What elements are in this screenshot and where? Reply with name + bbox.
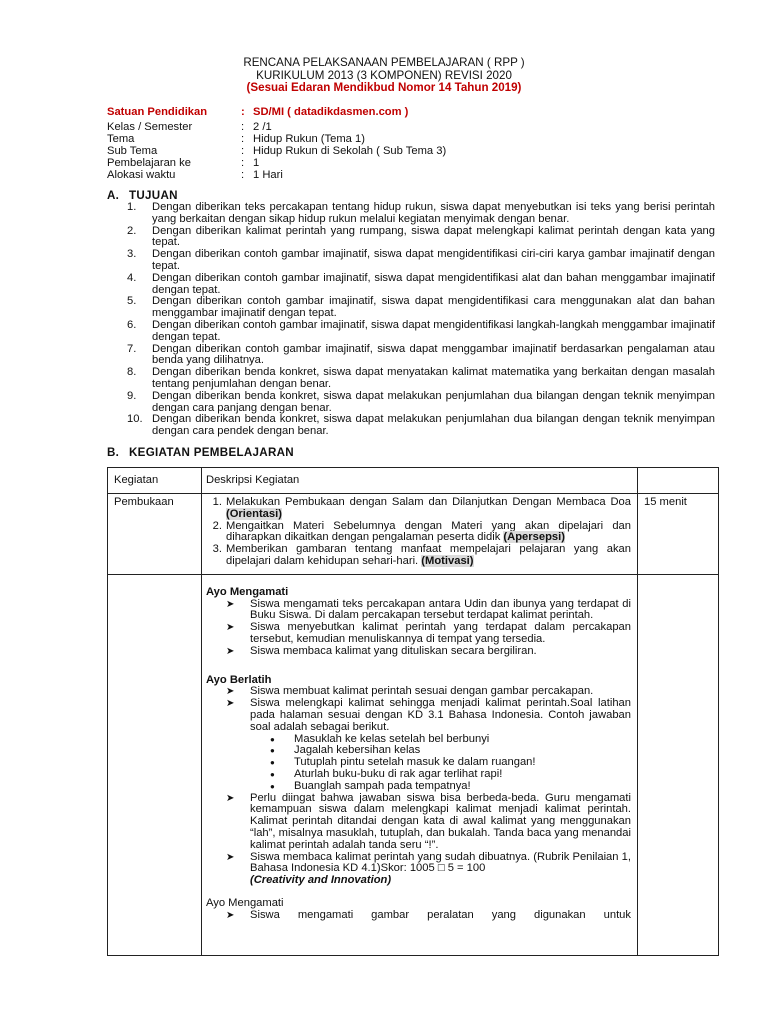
- tag-motivasi: (Motivasi): [421, 554, 474, 567]
- pembukaan-step: 3. Memberikan gambaran tentang manfaat mempelajari pelajaran yang akan dipelajari dalam kehidupan sehari-hari. (Motivasi): [212, 543, 631, 567]
- tag-orientasi: (Orientasi): [226, 507, 282, 520]
- berlatih-item: ➤ Perlu diingat bahwa jawaban siswa bisa berbeda-beda. Guru mengamati kemampuan siswa dalam melengkapi kalimat menjadi kalimat perintah. Kalimat perintah ditandai dengan kata di awal kalimat yang menggunakan “lah”, misalnya masuklah, tutuplah, dan bukalah. Tanda baca yang menandai kalimat perintah adalah tanda seru “!”.: [226, 791, 631, 851]
- example-item: ● Aturlah buku-buku di rak agar terlihat rapi!: [270, 767, 503, 780]
- section-b-heading: B. KEGIATAN PEMBELAJARAN: [107, 446, 294, 459]
- mengamati-item: ➤ Siswa membaca kalimat yang dituliskan secara bergiliran.: [226, 644, 537, 657]
- ayo-berlatih-title: Ayo Berlatih: [206, 673, 272, 686]
- goal-item: 10. Dengan diberikan benda konkret, siswa dapat melakukan penjumlahan dua bilangan dengan teknik menyimpan dengan cara pendek dengan benar.: [127, 413, 715, 438]
- pembukaan-label: Pembukaan: [108, 494, 202, 574]
- goal-item: 5. Dengan diberikan contoh gambar imajinatif, siswa dapat mengidentifikasi cara menggunakan alat dan bahan menggambar imajinatif dengan tepat.: [127, 295, 715, 320]
- row-pembukaan: [108, 494, 718, 575]
- arrow-bullet-icon: ➤: [226, 698, 235, 710]
- pembukaan-description: [202, 494, 638, 574]
- mengamati-item: ➤ Siswa mengamati teks percakapan antara Udin dan ibunya yang terdapat di Buku Siswa. Di dalam percakapan tersebut terdapat kalimat perintah.: [226, 597, 631, 622]
- pembukaan-time: 15 menit: [644, 496, 687, 508]
- inti-time-cell: [638, 575, 718, 955]
- header-waktu: [638, 468, 718, 493]
- tag-apersepsi: (Apersepsi): [503, 531, 565, 544]
- arrow-bullet-icon: ➤: [226, 909, 235, 921]
- ayo-mengamati-title: Ayo Mengamati: [206, 585, 289, 598]
- arrow-bullet-icon: ➤: [226, 622, 235, 634]
- example-item: ● Buanglah sampah pada tempatnya!: [270, 779, 471, 792]
- header-deskripsi: Deskripsi Kegiatan: [202, 468, 638, 493]
- mengamati-item: ➤ Siswa menyebutkan kalimat perintah yang terdapat dalam percakapan tersebut, kemudian menuliskannya di tempat yang tersedia.: [226, 621, 631, 645]
- inti-description: [202, 575, 638, 955]
- berlatih-item: ➤ Siswa membaca kalimat perintah yang sudah dibuatnya. (Rubrik Penilaian 1, Bahasa Indonesia KD 4.1)Skor: 1005 □ 5 = 100 (Creativity and Innovation): [226, 850, 631, 887]
- goal-item: 4. Dengan diberikan contoh gambar imajinatif, siswa dapat mengidentifikasi alat dan bahan menggambar imajinatif dengan tepat.: [127, 271, 715, 296]
- inti-label-cell: [108, 575, 202, 955]
- dot-bullet-icon: ●: [270, 769, 275, 779]
- table-header-row: [108, 468, 718, 494]
- dot-bullet-icon: ●: [270, 746, 275, 756]
- header-kegiatan: Kegiatan: [108, 468, 202, 493]
- arrow-bullet-icon: ➤: [226, 598, 235, 610]
- pembukaan-steps: [206, 497, 631, 568]
- creativity-note: (Creativity and Innovation): [250, 874, 392, 887]
- row-inti: [108, 575, 718, 955]
- dot-bullet-icon: ●: [270, 758, 275, 768]
- activities-table: [107, 467, 719, 956]
- section-a-heading: A. TUJUAN: [107, 189, 178, 202]
- goals-list: [127, 202, 715, 438]
- dot-bullet-icon: ●: [270, 781, 275, 791]
- info-row-subtema: Sub Tema : Hidup Rukun di Sekolah ( Sub Tema 3): [107, 145, 446, 157]
- info-row-pembelajaran: Pembelajaran ke : 1: [107, 157, 446, 169]
- doc-title: RENCANA PELAKSANAAN PEMBELAJARAN ( RPP ): [243, 56, 525, 69]
- goal-item: 1. Dengan diberikan teks percakapan tentang hidup rukun, siswa dapat menyebutkan isi teks yang berisi perintah yang berkaitan dengan sikap hidup rukun melalui kegiatan menyimak dengan benar.: [127, 201, 715, 225]
- ayo-mengamati2-title: Ayo Mengamati: [206, 896, 284, 909]
- pembukaan-step: 1. Melakukan Pembukaan dengan Salam dan Dilanjutkan Dengan Membaca Doa (Orientasi): [212, 496, 631, 520]
- info-row-satuan: Satuan Pendidikan : SD/MI ( datadikdasmen.com ): [107, 106, 446, 121]
- arrow-bullet-icon: ➤: [226, 851, 235, 863]
- goal-item: 7. Dengan diberikan contoh gambar imajinatif, siswa dapat menggambar imajinatif berdasarkan pengalaman atau benda yang dilihatnya.: [127, 342, 715, 367]
- goal-item: 2. Dengan diberikan kalimat perintah yang rumpang, siswa dapat melengkapi kalimat perintah dengan kata yang tepat.: [127, 224, 715, 249]
- goal-item: 6. Dengan diberikan contoh gambar imajinatif, siswa dapat mengidentifikasi langkah-langkah menggambar imajinatif dengan tepat.: [127, 318, 715, 343]
- example-item: ● Tutuplah pintu setelah masuk ke dalam ruangan!: [270, 756, 536, 769]
- berlatih-item: ➤ Siswa membuat kalimat perintah sesuai dengan gambar percakapan.: [226, 685, 594, 698]
- example-item: ● Masuklah ke kelas setelah bel berbunyi: [270, 732, 490, 745]
- arrow-bullet-icon: ➤: [226, 686, 235, 698]
- doc-reference: (Sesuai Edaran Mendikbud Nomor 14 Tahun 2019): [246, 81, 522, 94]
- dot-bullet-icon: ●: [270, 734, 275, 744]
- example-item: ● Jagalah kebersihan kelas: [270, 744, 421, 757]
- doc-subtitle: KURIKULUM 2013 (3 KOMPONEN) REVISI 2020: [256, 69, 512, 82]
- example-list: [270, 734, 631, 793]
- info-row-tema: Tema : Hidup Rukun (Tema 1): [107, 133, 446, 145]
- identity-block: [107, 106, 446, 181]
- goal-item: 9. Dengan diberikan benda konkret, siswa dapat melakukan penjumlahan dua bilangan dengan teknik menyimpan dengan cara panjang dengan benar.: [127, 389, 715, 414]
- mengamati2-item: ➤ Siswa mengamati gambar peralatan yang digunakan untuk: [226, 908, 631, 921]
- arrow-bullet-icon: ➤: [226, 645, 235, 657]
- goal-item: 3. Dengan diberikan contoh gambar imajinatif, siswa dapat mengidentifikasi ciri-ciri karya gambar imajinatif dengan tepat.: [127, 248, 715, 272]
- info-row-alokasi: Alokasi waktu : 1 Hari: [107, 169, 446, 181]
- pembukaan-step: 2. Mengaitkan Materi Sebelumnya dengan Materi yang akan dipelajari dan diharapkan dikaitkan dengan pengalaman peserta didik (Apersepsi): [212, 519, 631, 544]
- goal-item: 8. Dengan diberikan benda konkret, siswa dapat menyatakan kalimat matematika yang berkaitan dengan masalah tentang penjumlahan dengan benar.: [127, 366, 715, 390]
- berlatih-item: ➤ Siswa melengkapi kalimat sehingga menjadi kalimat perintah.Soal latihan pada halaman sesuai dengan KD 3.1 Bahasa Indonesia. Contoh jawaban soal adalah sebagai berikut.: [226, 697, 631, 733]
- info-row-kelas: Kelas / Semester : 2 /1: [107, 121, 446, 133]
- arrow-bullet-icon: ➤: [226, 792, 235, 804]
